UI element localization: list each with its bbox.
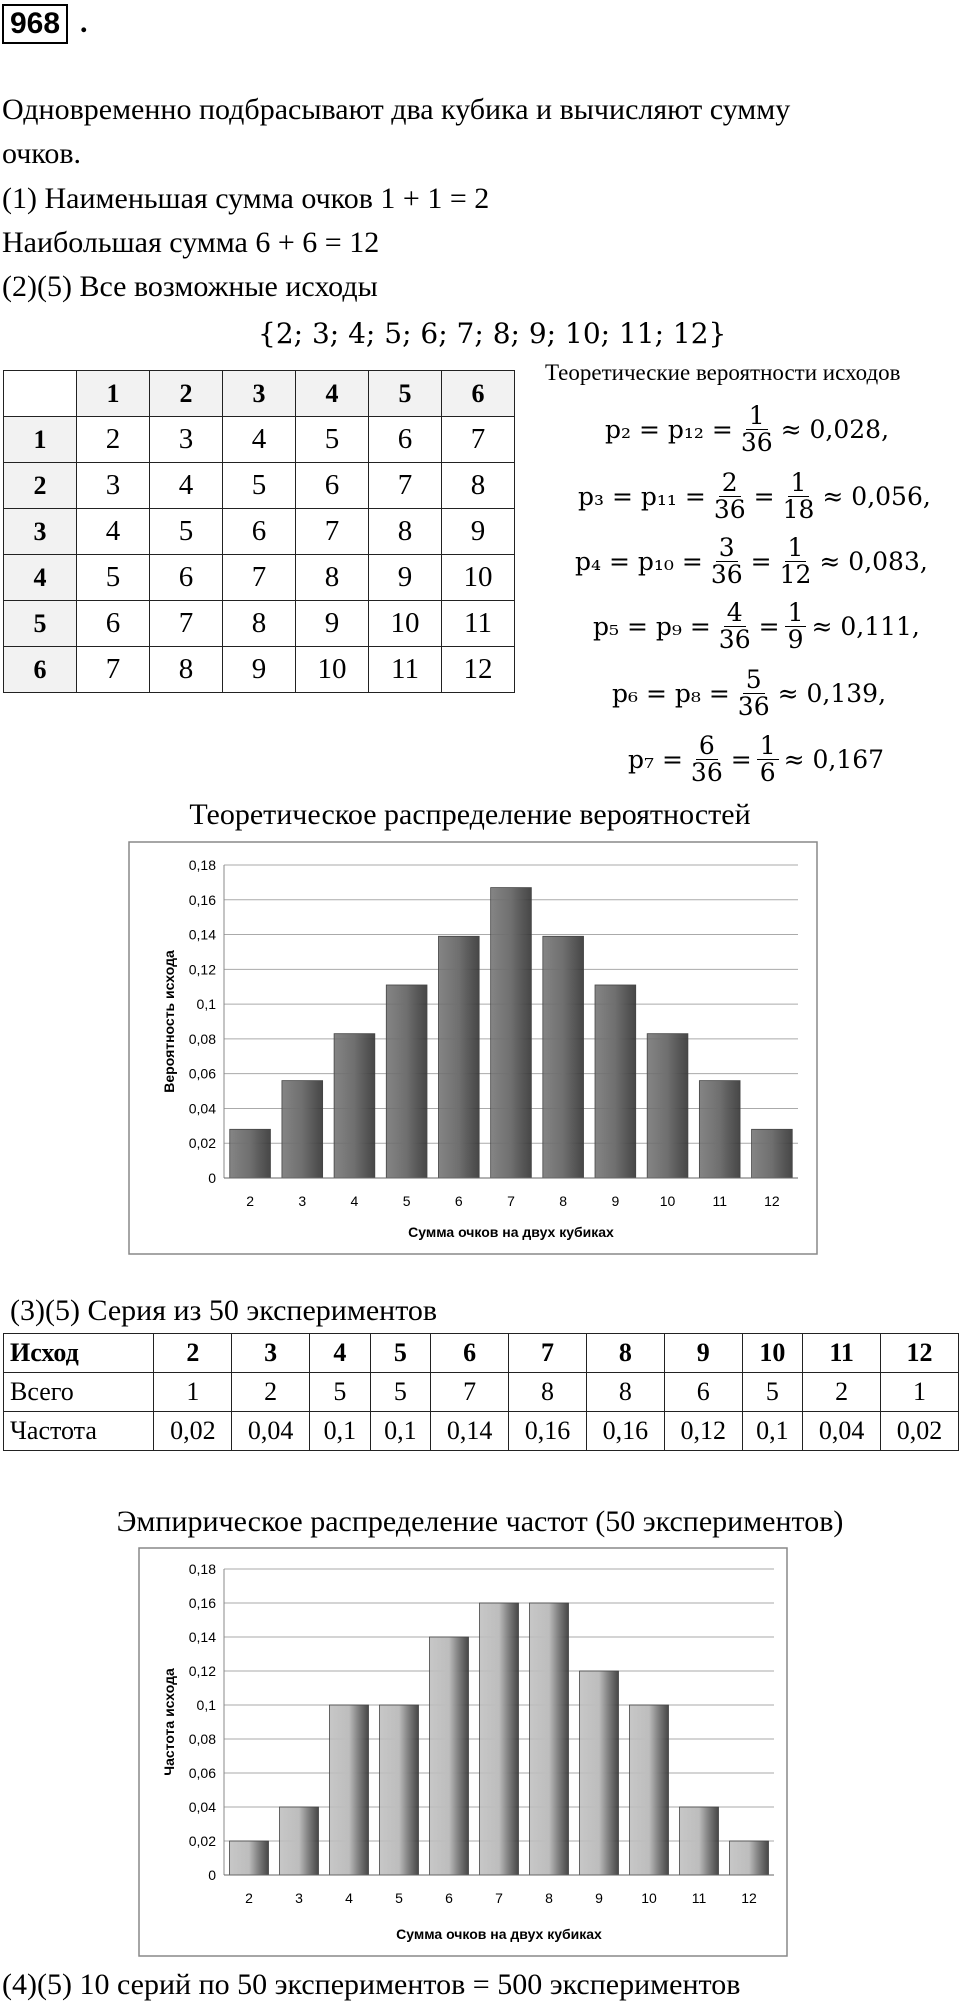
problem-number-dot: . [80,6,88,39]
fraction-denominator: 36 [690,758,723,787]
y-tick-label: 0,14 [188,1629,216,1645]
x-tick-label: 12 [764,1193,780,1209]
sum-table-cell: 4 [4,555,77,601]
sum-table-row [4,463,515,509]
experiment-table-cell: 0,16 [509,1412,587,1451]
bar [230,1841,269,1875]
probability-line [612,667,886,720]
sum-table-cell: 10 [369,601,442,647]
experiment-table-cell: 0,04 [803,1412,881,1451]
experiment-table-cell: 6 [664,1373,742,1412]
experiment-table-cell: 7 [509,1334,587,1373]
sum-table-cell: 6 [77,601,150,647]
sum-table-cell: 10 [442,555,515,601]
sum-table-cell: 10 [296,647,369,693]
fraction-numerator: 1 [785,600,807,627]
x-tick-label: 4 [345,1890,353,1906]
sum-table-cell: 6 [369,417,442,463]
x-tick-label: 2 [246,1193,254,1209]
equals-sign: = [758,612,780,641]
experiment-table-cell: 10 [742,1334,803,1373]
x-tick-label: 3 [298,1193,307,1209]
fraction [738,403,776,456]
sum-table-cell: 8 [223,601,296,647]
x-tick-label: 7 [507,1193,515,1209]
sum-table-cell: 4 [296,371,369,417]
intro-line-1: Одновременно подбрасывают два кубика и вычисляют сумму [2,93,791,126]
sum-table-row [4,417,515,463]
experiment-table-cell: 1 [154,1373,232,1412]
x-tick-label: 11 [712,1193,728,1209]
y-tick-label: 0,12 [188,1663,216,1679]
fraction-denominator: 12 [779,560,812,589]
experiment-table-cell: 2 [154,1334,232,1373]
x-tick-label: 12 [741,1890,757,1906]
bar [595,985,636,1178]
sum-table-cell: 8 [296,555,369,601]
x-tick-label: 7 [495,1890,503,1906]
experiment-table-cell: 0,14 [431,1412,509,1451]
bar [380,1705,419,1875]
x-tick-label: 9 [611,1193,620,1209]
experiment-table-cell: 0,1 [310,1412,371,1451]
fraction-numerator: 3 [716,535,738,562]
chart-2-title: Эмпирическое распределение частот (50 экспериментов) [116,1505,844,1538]
step-1-max-sum: Наибольшая сумма 6 + 6 = 12 [2,226,380,259]
sum-table-cell: 6 [4,647,77,693]
experiment-table-row [4,1412,959,1451]
sum-table-cell: 11 [369,647,442,693]
step-3-title: (3)(5) Серия из 50 экспериментов [10,1294,438,1327]
sum-table-cell: 7 [223,555,296,601]
y-tick-label: 0,1 [196,1697,216,1713]
sum-table-cell: 3 [4,509,77,555]
fraction-numerator: 1 [757,733,779,760]
equals-sign: = [750,547,772,576]
x-tick-label: 5 [402,1193,411,1209]
fraction [711,470,749,523]
sum-table-cell [4,371,77,417]
sum-table-cell: 6 [296,463,369,509]
fraction [785,600,807,653]
sum-table-cell: 4 [150,463,223,509]
x-tick-label: 2 [245,1890,253,1906]
sum-table-cell: 5 [150,509,223,555]
probability-rhs: ≈ 0,139, [777,679,887,708]
fraction-denominator: 6 [759,758,776,787]
fraction [757,733,779,786]
experiment-table-cell: 5 [310,1373,371,1412]
fraction-numerator: 1 [785,535,807,562]
fraction-numerator: 1 [746,403,768,430]
sum-table [3,370,515,693]
probability-rhs: ≈ 0,111, [811,612,920,641]
theoretical-chart [128,841,818,1255]
bar [752,1129,793,1178]
intro-line-2: очков. [2,137,82,170]
fraction [688,733,726,786]
equals-sign: = [753,482,775,511]
probability-rhs: ≈ 0,083, [819,547,928,576]
probability-rhs: ≈ 0,167 [783,745,885,774]
sum-table-cell: 6 [223,509,296,555]
bar [699,1081,740,1178]
fraction [777,535,815,588]
experiment-table-cell: Всего [4,1373,154,1412]
bar [647,1034,688,1178]
sum-table-cell: 5 [296,417,369,463]
y-tick-label: 0,02 [188,1833,216,1849]
experiment-table-cell: 1 [881,1373,959,1412]
sum-table-cell: 12 [442,647,515,693]
sum-table-cell: 1 [4,417,77,463]
sum-table-cell: 2 [150,371,223,417]
bar [334,1034,375,1178]
experiment-table-cell: 6 [431,1334,509,1373]
x-tick-label: 8 [545,1890,553,1906]
bar [386,985,427,1178]
experiment-table-cell: 3 [232,1334,310,1373]
probability-lhs: p₅ = p₉ = [593,612,711,641]
y-tick-label: 0,08 [188,1731,216,1747]
experiment-table-cell: 0,16 [586,1412,664,1451]
sum-table-cell: 3 [77,463,150,509]
experiment-table-cell: 8 [586,1373,664,1412]
bar [680,1807,719,1875]
experiment-table-cell: 5 [742,1373,803,1412]
experiment-table-cell: 0,12 [664,1412,742,1451]
y-axis-label: Вероятность исхода [161,950,177,1093]
bar [280,1807,319,1875]
experiment-table-cell: 2 [803,1373,881,1412]
experiment-table-row [4,1373,959,1412]
bar [580,1671,619,1875]
y-tick-label: 0,02 [188,1135,216,1152]
experiment-table-cell: 7 [431,1373,509,1412]
sum-table-cell: 6 [150,555,223,601]
probability-line [628,733,884,786]
experiment-table-cell: 5 [370,1334,431,1373]
sum-table-cell: 8 [369,509,442,555]
sum-table-cell: 7 [77,647,150,693]
sum-table-row [4,555,515,601]
sum-table-cell: 7 [296,509,369,555]
bar [330,1705,369,1875]
sum-table-cell: 7 [369,463,442,509]
probability-lhs: p₃ = p₁₁ = [578,482,706,511]
fraction-denominator: 36 [710,560,743,589]
sum-table-cell: 8 [150,647,223,693]
x-tick-label: 4 [350,1193,359,1209]
fraction-numerator: 5 [743,667,765,694]
experiment-table-cell: 0,02 [154,1412,232,1451]
fraction-denominator: 36 [718,625,751,654]
sum-table-cell: 7 [150,601,223,647]
outcomes-set: {2; 3; 4; 5; 6; 7; 8; 9; 10; 11; 12} [258,317,727,350]
bar [630,1705,669,1875]
probability-lhs: p₇ = [628,745,683,774]
experiment-table-cell: 0,1 [742,1412,803,1451]
y-tick-label: 0,12 [188,961,216,978]
experiment-table-cell: 0,02 [881,1412,959,1451]
x-tick-label: 6 [454,1193,463,1209]
y-tick-label: 0,18 [188,1561,216,1577]
probability-lhs: p₂ = p₁₂ = [605,415,733,444]
sum-table-cell: 2 [4,463,77,509]
probability-line [593,600,920,653]
experiment-table-cell: Исход [4,1334,154,1373]
sum-table-cell: 2 [77,417,150,463]
y-tick-label: 0,04 [188,1100,216,1117]
bar [730,1841,769,1875]
sum-table-cell: 7 [442,417,515,463]
experiment-table-cell: 12 [881,1334,959,1373]
experiment-table-cell: Частота [4,1412,154,1451]
probability-line [575,535,928,588]
y-tick-label: 0,06 [188,1765,216,1781]
experiment-table [3,1333,959,1451]
probability-line [578,470,931,523]
x-tick-label: 3 [295,1890,303,1906]
y-tick-label: 0,08 [188,1030,216,1047]
x-tick-label: 10 [641,1890,657,1906]
sum-table-cell: 3 [223,371,296,417]
fraction-numerator: 1 [788,470,810,497]
probabilities-title: Теоретические вероятности исходов [545,360,901,385]
chart-1-title: Теоретическое распределение вероятностей [189,798,751,831]
sum-table-header [4,371,515,417]
probability-line [605,403,889,456]
x-tick-label: 6 [445,1890,453,1906]
y-tick-label: 0,04 [188,1799,216,1815]
sum-table-cell: 8 [442,463,515,509]
y-tick-label: 0 [208,1867,216,1883]
sum-table-cell: 5 [4,601,77,647]
y-tick-label: 0,1 [196,996,216,1013]
experiment-table-cell: 8 [509,1373,587,1412]
fraction [716,600,754,653]
sum-table-cell: 9 [442,509,515,555]
sum-table-cell: 9 [296,601,369,647]
x-tick-label: 10 [659,1193,676,1209]
experiment-table-cell: 4 [310,1334,371,1373]
problem-number: 968 [2,4,68,44]
sum-table-cell: 11 [442,601,515,647]
sum-table-row [4,601,515,647]
experiment-table-cell: 0,1 [370,1412,431,1451]
sum-table-cell: 9 [223,647,296,693]
sum-table-row [4,647,515,693]
sum-table-cell: 5 [369,371,442,417]
fraction-denominator: 36 [740,428,773,457]
y-tick-label: 0,16 [188,1595,216,1611]
fraction-numerator: 6 [696,733,718,760]
probability-rhs: ≈ 0,028, [780,415,890,444]
y-tick-label: 0 [208,1170,216,1186]
fraction-denominator: 9 [787,625,804,654]
bar [543,936,584,1178]
probability-lhs: p₆ = p₈ = [612,679,730,708]
bar [282,1081,323,1178]
sum-table-cell: 9 [369,555,442,601]
sum-table-cell: 1 [77,371,150,417]
bar [530,1603,569,1875]
step-1-min-sum: (1) Наименьшая сумма очков 1 + 1 = 2 [2,182,490,215]
x-tick-label: 8 [559,1193,568,1209]
empirical-chart [138,1547,788,1957]
bar [491,888,532,1178]
bar [480,1603,519,1875]
probability-rhs: ≈ 0,056, [822,482,931,511]
fraction-numerator: 2 [719,470,741,497]
sum-table-cell: 4 [223,417,296,463]
fraction [735,667,773,720]
experiment-table-cell: 0,04 [232,1412,310,1451]
fraction-denominator: 36 [713,495,746,524]
x-axis-label: Сумма очков на двух кубиках [396,1926,602,1942]
probability-lhs: p₄ = p₁₀ = [575,547,703,576]
bar [230,1129,271,1178]
x-tick-label: 9 [595,1890,603,1906]
y-tick-label: 0,14 [188,926,216,943]
fraction [708,535,746,588]
bar [438,936,479,1178]
step-4-title: (4)(5) 10 серий по 50 экспериментов = 500 экспериментов [2,1968,741,2001]
step-2-title: (2)(5) Все возможные исходы [2,270,378,303]
y-axis-label: Частота исхода [161,1668,177,1776]
sum-table-cell: 3 [150,417,223,463]
fraction [780,470,818,523]
fraction-denominator: 18 [782,495,815,524]
fraction-denominator: 36 [737,692,770,721]
x-tick-label: 11 [691,1890,707,1906]
y-tick-label: 0,06 [188,1065,216,1082]
experiment-table-cell: 11 [803,1334,881,1373]
sum-table-cell: 6 [442,371,515,417]
sum-table-cell: 4 [77,509,150,555]
fraction-numerator: 4 [724,600,746,627]
x-tick-label: 5 [395,1890,403,1906]
sum-table-cell: 5 [223,463,296,509]
equals-sign: = [730,745,752,774]
experiment-table-cell: 5 [370,1373,431,1412]
experiment-table-cell: 9 [664,1334,742,1373]
x-axis-label: Сумма очков на двух кубиках [408,1224,614,1240]
sum-table-row [4,509,515,555]
bar [430,1637,469,1875]
y-tick-label: 0,18 [188,857,216,873]
experiment-table-row [4,1334,959,1373]
experiment-table-cell: 2 [232,1373,310,1412]
y-tick-label: 0,16 [188,891,216,908]
experiment-table-cell: 8 [586,1334,664,1373]
sum-table-cell: 5 [77,555,150,601]
